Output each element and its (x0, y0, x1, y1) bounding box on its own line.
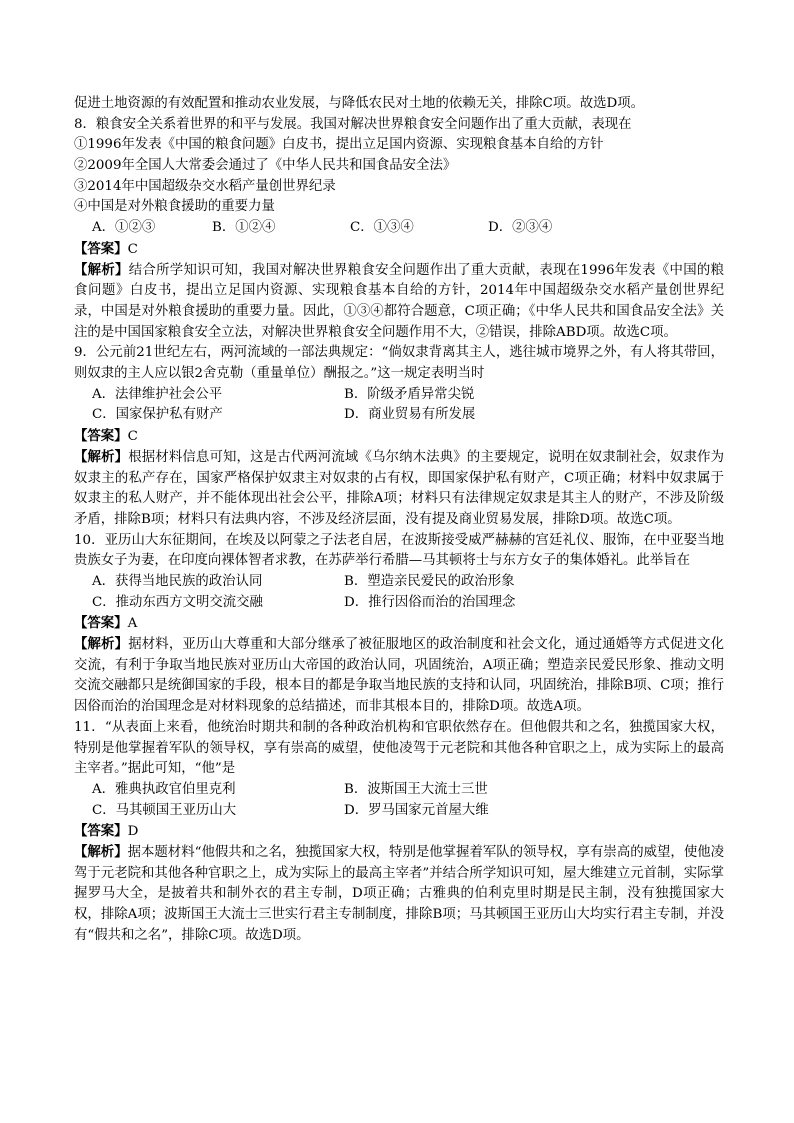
options-row (74, 780, 724, 801)
options-row (74, 593, 724, 614)
analysis-tag: 【解析】 (74, 636, 129, 653)
answer-line (74, 613, 724, 634)
answer-value: D (127, 824, 139, 840)
question-8 (74, 115, 724, 344)
options-row (74, 801, 724, 822)
answer-value: C (127, 429, 138, 445)
option-b: B．塑造亲民爱民的政治形象 (344, 574, 515, 590)
option-a: A．法律维护社会公平 (92, 386, 223, 402)
option-a: A．获得当地民族的政治认同 (92, 574, 263, 590)
question-stem: 9．公元前21世纪左右，两河流域的一部法典规定：“倘奴隶背离其主人，逃往城市境界之外，有人将其带回，则奴隶的主人应以银2舍克勒（重量单位）酬报之。”这一规定表明当时 (74, 345, 724, 382)
analysis-tag: 【解析】 (74, 844, 128, 861)
answer-tag: 【答案】 (74, 615, 128, 632)
option-a: A．雅典执政官伯里克利 (92, 782, 236, 797)
statement-3: ③2014年中国超级杂交水稻产量创世界纪录 (74, 178, 336, 194)
answer-tag: 【答案】 (74, 428, 128, 445)
statement-1: ①1996年发表《中国的粮食问题》白皮书，提出立足国内资源、实现粮食基本自给的方针 (74, 137, 604, 153)
statement-2: ②2009年全国人大常委会通过了《中华人民共和国食品安全法》 (74, 158, 457, 174)
option-d: D．罗马国家元首屋大维 (344, 802, 489, 818)
analysis-text: 结合所学知识可知，我国对解决世界粮食安全问题作出了重大贡献，表现在1996年发表《中国的粮食问题》白皮书，提出立足国内资源、实现粮食基本自给的方针，2014年中国超级杂交水稻产量创世界纪录，中国是对外粮食援助的重要力量。因此，①③④都符合题意，C项正确；《中华人民共和国食品安全法》关注的是中国国家粮食安全立法，对解决世界粮食安全问题作用不大，②错误，排除ABD项。故选C项。 (74, 262, 724, 340)
option-d: D．商业贸易有所发展 (344, 407, 476, 423)
option-b: B．①②④ (212, 220, 276, 236)
options-row (74, 385, 724, 406)
question-11 (74, 718, 724, 947)
answer-value: A (127, 616, 138, 632)
analysis-paragraph (74, 260, 724, 344)
answer-tag: 【答案】 (74, 240, 128, 257)
answer-tag: 【答案】 (74, 823, 128, 840)
option-d: D．推行因俗而治的治国理念 (344, 594, 516, 610)
analysis-tag: 【解析】 (74, 448, 129, 465)
analysis-tag: 【解析】 (74, 261, 129, 278)
analysis-paragraph (74, 634, 724, 718)
option-b: B．波斯国王大流士三世 (344, 782, 488, 797)
answer-line (74, 426, 724, 447)
answer-line (74, 821, 724, 842)
analysis-text: 据材料，亚历山大尊重和大部分继承了被征服地区的政治制度和社会文化，通过通婚等方式促进文化交流，有利于争取当地民族对亚历山大帝国的政治认同，巩固统治，A项正确；塑造亲民爱民形象、推动文明交流交融都只是统御国家的手段，根本目的都是争取当地民族的支持和认同，巩固统治，排除B项、C项；推行因俗而治的治国理念是对材料现象的总结描述，而非其根本目的，排除D项。故选A项。 (74, 637, 725, 715)
options-row (74, 572, 724, 593)
options-row (74, 405, 724, 426)
answer-value: C (127, 241, 138, 257)
option-a: A．①②③ (92, 220, 156, 236)
question-9 (74, 343, 724, 530)
answer-line (74, 239, 724, 260)
option-c: C．马其顿国王亚历山大 (92, 802, 237, 818)
question-stem: 8．粮食安全关系着世界的和平与发展。我国对解决世界粮食安全问题作出了重大贡献，表现在 (74, 116, 632, 132)
analysis-paragraph (74, 842, 724, 947)
question-stem: 10．亚历山大东征期间，在埃及以阿蒙之子法老自居，在波斯接受威严赫赫的宫廷礼仪、服饰，在中亚娶当地贵族女子为妻，在印度向裸体智者求教，在苏萨举行希腊—马其顿将士与东方女子的集体婚礼。此举旨在 (74, 532, 724, 569)
analysis-text: 据本题材料“他假共和之名，独揽国家大权，特别是他掌握着军队的领导权，享有崇高的威望，使他凌驾于元老院和其他各种官职之上，成为实际上的最高主宰者”并结合所学知识可知，屋大维建立元首制，实际掌握罗马大全，是披着共和制外衣的君主专制，D项正确；古雅典的伯利克里时期是民主制，没有独揽国家大权，排除A项；波斯国王大流士三世实行君主专制制度，排除B项；马其顿国王亚历山大均实行君主专制，并没有“假共和之名”，排除C项。故选D项。 (74, 845, 725, 943)
option-c: C．国家保护私有财产 (92, 407, 223, 423)
option-b: B．阶级矛盾异常尖锐 (344, 386, 475, 402)
option-c: C．①③④ (350, 220, 414, 236)
option-c: C．推动东西方文明交流交融 (92, 594, 263, 610)
document-page (74, 94, 724, 947)
statement-4: ④中国是对外粮食援助的重要力量 (74, 199, 275, 215)
question-stem: 11．“从表面上来看，他统治时期共和制的各种政治机构和官职依然存在。但他假共和之名，独揽国家大权，特别是他掌握着军队的领导权，享有崇高的威望，使他凌驾于元老院和其他各种官职之上，成为实际上的最高主宰者。”据此可知，“他”是 (74, 719, 724, 777)
analysis-text: 根据材料信息可知，这是古代两河流域《乌尔纳木法典》的主要规定，说明在奴隶制社会，奴隶作为奴隶主的私产存在，国家严格保护奴隶主对奴隶的占有权，即国家保护私有财产，C项正确；材料中奴隶属于奴隶主的私人财产，并不能体现出社会公平，排除A项；材料只有法律规定奴隶是其主人的财产，不涉及阶级矛盾，排除B项；材料只有法典内容，不涉及经济层面，没有提及商业贸易发展，排除D项。故选C项。 (74, 449, 725, 527)
options-row (74, 218, 724, 239)
prev-analysis-tail: 促进土地资源的有效配置和推动农业发展，与降低农民对土地的依赖无关，排除C项。故选D项。 (74, 96, 644, 111)
question-10 (74, 531, 724, 718)
option-d: D．②③④ (488, 220, 553, 236)
analysis-paragraph (74, 447, 724, 531)
